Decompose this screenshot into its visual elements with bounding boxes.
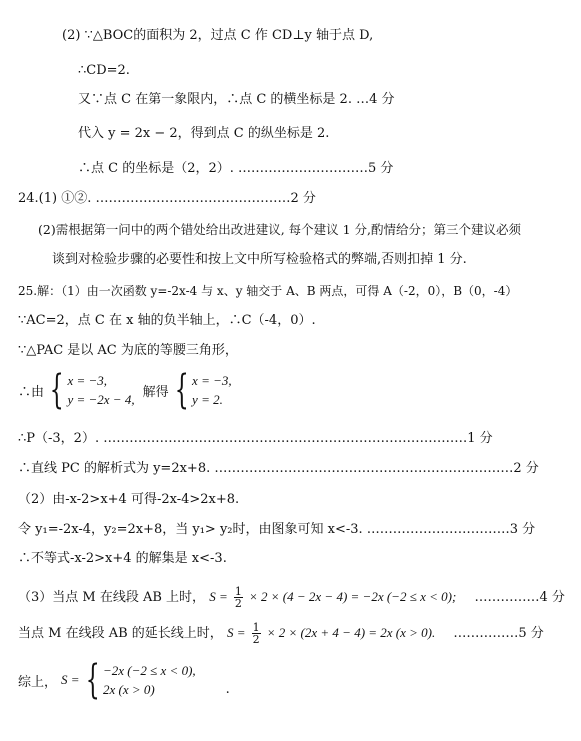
text-line: （2）由-x-2>x+4 可得-2x-4>2x+8. bbox=[18, 492, 240, 507]
area-expression-1: × 2 × (4 − 2x − 4) = −2x (−2 ≤ x < 0); bbox=[249, 589, 457, 604]
left-brace: { bbox=[174, 367, 189, 413]
system-eq2: y = −2x − 4, bbox=[67, 392, 135, 407]
system-eq1: x = −3, bbox=[67, 373, 108, 388]
text-line: 24.(1) ①②. ………………………………………2 分 bbox=[18, 191, 316, 206]
score-5: ……………5 分 bbox=[453, 626, 544, 641]
score-4: ……………4 分 bbox=[474, 590, 565, 605]
text-line: ∴点 C 的坐标是（2，2）. …………………………5 分 bbox=[78, 161, 394, 176]
text-line: 当点 M 在线段 AB 的延长线上时， bbox=[18, 626, 223, 641]
system-mid: 解得 bbox=[142, 384, 169, 400]
text-line: ∴不等式-x-2>x+4 的解集是 x<-3. bbox=[18, 551, 227, 566]
text-line: ∴P（-3，2）. …………………………………………………………………………1 分 bbox=[18, 431, 493, 446]
text-line: 又∵点 C 在第一象限内，∴点 C 的横坐标是 2. …4 分 bbox=[78, 92, 395, 107]
area-expression-2: × 2 × (2x + 4 − 4) = 2x (x > 0). bbox=[266, 625, 436, 640]
s-equals: S = bbox=[226, 625, 246, 640]
fraction-half bbox=[234, 586, 243, 609]
frac-denominator: 2 bbox=[234, 597, 242, 610]
left-brace: { bbox=[49, 367, 64, 413]
piecewise-summary bbox=[18, 657, 230, 703]
s-equals: S = bbox=[209, 589, 228, 604]
left-brace: { bbox=[85, 657, 100, 703]
solution-x: x = −3, bbox=[192, 373, 232, 388]
text-line: ∴CD=2. bbox=[78, 63, 130, 78]
solution-y: y = 2. bbox=[192, 392, 223, 407]
end-period: . bbox=[225, 681, 230, 697]
equation-system bbox=[18, 367, 232, 413]
text-line: 代入 y = 2x − 2，得到点 C 的纵坐标是 2. bbox=[78, 126, 330, 141]
text-line: 令 y₁=-2x-4，y₂=2x+8，当 y₁> y₂时，由图象可知 x<-3. ……………………………3 分 bbox=[18, 522, 536, 537]
frac-numerator: 1 bbox=[252, 621, 260, 634]
text-line: ∵AC=2，点 C 在 x 轴的负半轴上，∴C（-4，0）. bbox=[18, 313, 316, 328]
s-equals: S = bbox=[61, 672, 80, 687]
part3-case1 bbox=[18, 583, 565, 612]
text-line: (2) ∵△BOC的面积为 2，过点 C 作 CD⊥y 轴于点 D, bbox=[62, 28, 374, 43]
fraction-half bbox=[252, 622, 261, 645]
part3-case2 bbox=[18, 619, 544, 648]
frac-numerator: 1 bbox=[234, 585, 242, 598]
text-line: 谈到对检验步骤的必要性和按上文中所写检验格式的弊端,否则扣掉 1 分. bbox=[52, 252, 467, 267]
text-line: ∵△PAC 是以 AC 为底的等腰三角形， bbox=[18, 343, 238, 358]
piece-1: −2x (−2 ≤ x < 0), bbox=[103, 663, 196, 678]
text-line: 综上， bbox=[18, 674, 58, 690]
text-line: (2)需根据第一问中的两个错处给出改进建议, 每个建议 1 分,酌情给分；第三个建议必须 bbox=[38, 222, 522, 237]
part3-lead: （3）当点 M 在线段 AB 上时， bbox=[18, 590, 206, 605]
frac-denominator: 2 bbox=[252, 633, 260, 646]
system-prefix: ∴由 bbox=[18, 384, 45, 400]
text-line: 25.解：（1）由一次函数 y=-2x-4 与 x、y 轴交于 A、B 两点，可得 A（-2，0），B（0，-4） bbox=[18, 284, 518, 298]
piece-2: 2x (x > 0) bbox=[103, 682, 155, 697]
text-line: ∴直线 PC 的解析式为 y=2x+8. ……………………………………………………………2 分 bbox=[18, 461, 539, 476]
